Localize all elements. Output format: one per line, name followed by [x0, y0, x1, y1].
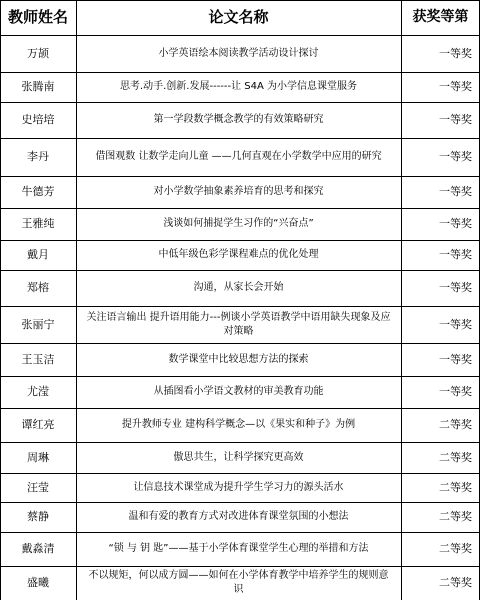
- award-level: 一等奖: [439, 317, 472, 331]
- paper-title: 沟通，从家长会开始: [193, 282, 284, 293]
- column-divider: [76, 0, 77, 600]
- row-divider: [0, 502, 480, 503]
- paper-title: 不以规矩，何以成方圆——如何在小学体育教学中培养学生的规则意识: [88, 570, 389, 595]
- award-level: 一等奖: [439, 217, 472, 231]
- paper-title: 让信息技术课堂成为提升学生学习力的源头活水: [133, 481, 344, 493]
- teacher-name: 汪莹: [27, 480, 49, 494]
- teacher-name: 牛德芳: [21, 185, 55, 199]
- paper-title: “锁 与 钥 匙”——基于小学体育课堂学生心理的举措和方法: [108, 543, 369, 554]
- paper-title: 数学课堂中比较思想方法的探索: [168, 353, 309, 365]
- row-divider: [0, 473, 480, 474]
- row-divider: [0, 35, 480, 36]
- paper-title: 第一学段数学概念教学的有效策略研究: [153, 114, 324, 125]
- paper-title: 思考.动手.创新.发展------让 S4A 为小学信息课堂服务: [119, 81, 358, 92]
- teacher-name: 盛曦: [27, 576, 49, 590]
- column-divider: [401, 0, 402, 600]
- teacher-name: 尤滢: [27, 385, 49, 399]
- teacher-name: 郑榕: [27, 281, 49, 295]
- award-level: 二等奖: [439, 576, 472, 590]
- row-divider: [0, 442, 480, 443]
- paper-title: 对小学数学抽象素养培育的思考和探究: [153, 186, 324, 197]
- award-level: 二等奖: [439, 450, 472, 464]
- row-divider: [0, 532, 480, 533]
- row-divider: [0, 270, 480, 271]
- column-divider: [0, 0, 1, 600]
- paper-title: 关注语言输出 提升语用能力---例谈小学英语教学中语用缺失现象及应对策略: [86, 311, 391, 337]
- award-level: 二等奖: [439, 480, 472, 494]
- teacher-name: 张丽宁: [21, 317, 55, 331]
- paper-title: 小学英语绘本阅读教学活动设计探讨: [158, 47, 319, 59]
- row-divider: [0, 0, 480, 1]
- teacher-name: 王玉洁: [21, 352, 55, 366]
- award-level: 一等奖: [439, 352, 472, 366]
- teacher-name: 李丹: [27, 150, 49, 164]
- header-paper-title: 论文名称: [208, 8, 269, 26]
- award-level: 一等奖: [439, 80, 472, 94]
- row-divider: [0, 408, 480, 409]
- award-level: 一等奖: [439, 46, 472, 60]
- teacher-name: 周琳: [27, 450, 49, 464]
- row-divider: [0, 208, 480, 209]
- award-level: 二等奖: [439, 542, 472, 556]
- paper-title: 从插图看小学语文教材的审美教育功能: [153, 386, 324, 397]
- teacher-name: 万颉: [27, 46, 49, 60]
- award-level: 一等奖: [439, 248, 472, 262]
- award-level: 一等奖: [439, 150, 472, 164]
- row-divider: [0, 72, 480, 73]
- row-divider: [0, 306, 480, 307]
- teacher-name: 张腾南: [21, 80, 55, 94]
- paper-title: 借图观数 让数学走向儿童 ——几何直观在小学数学中应用的研究: [95, 151, 382, 162]
- header-award-level: 获奖等第: [412, 8, 469, 25]
- award-level: 一等奖: [439, 385, 472, 399]
- paper-title: 傲思共生，让科学探究更高效: [173, 451, 304, 463]
- row-divider: [0, 102, 480, 103]
- award-level: 一等奖: [439, 185, 472, 199]
- teacher-name: 戴月: [27, 248, 49, 262]
- award-level: 二等奖: [439, 418, 472, 432]
- award-level: 二等奖: [439, 510, 472, 524]
- award-level: 一等奖: [439, 113, 472, 127]
- row-divider: [0, 566, 480, 567]
- paper-title: 中低年级色彩学课程难点的优化处理: [158, 249, 319, 260]
- paper-title: 浅谈如何捕捉学生习作的“兴奋点”: [163, 218, 314, 229]
- teacher-name: 史培培: [21, 113, 55, 127]
- paper-title: 温和有爱的教育方式对改进体育课堂氛围的小想法: [128, 511, 349, 522]
- row-divider: [0, 240, 480, 241]
- header-teacher-name: 教师姓名: [7, 8, 68, 26]
- row-divider: [0, 376, 480, 377]
- row-divider: [0, 176, 480, 177]
- teacher-name: 谭红亮: [21, 418, 55, 432]
- row-divider: [0, 343, 480, 344]
- teacher-name: 蔡静: [27, 510, 49, 524]
- paper-title: 提升教师专业 建构科学概念—以《果实和种子》为例: [121, 419, 356, 430]
- teacher-name: 戴淼清: [21, 542, 55, 556]
- award-level: 一等奖: [439, 281, 472, 295]
- teacher-name: 王雅纯: [21, 217, 55, 231]
- row-divider: [0, 138, 480, 139]
